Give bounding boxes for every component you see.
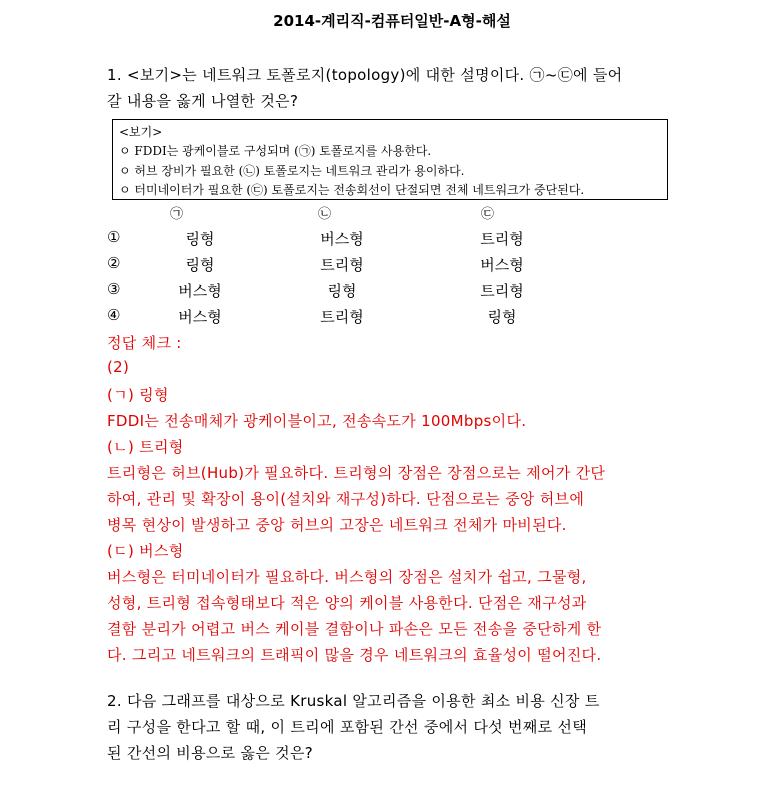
bogi-title: <보기> <box>119 125 163 139</box>
bogi-item-2: ㅇ 허브 장비가 필요한 (㉡) 토폴로지는 네트워크 관리가 용이하다. <box>119 164 465 178</box>
explanation-line-3: (ㄴ) 트리형 <box>107 438 184 456</box>
explanation-line-6: 병목 현상이 발생하고 중앙 허브의 고장은 네트워크 전체가 마비된다. <box>107 516 567 534</box>
option-a: 링형 <box>185 256 215 274</box>
option-a: 버스형 <box>178 282 222 300</box>
explanation-line-9: 성형, 트리형 접속형태보다 적은 양의 케이블 사용한다. 단점은 재구성과 <box>107 594 587 612</box>
option-b: 트리형 <box>320 308 364 326</box>
option-number: ④ <box>107 306 121 324</box>
option-a: 링형 <box>185 230 215 248</box>
option-c: 트리형 <box>480 230 524 248</box>
option-c: 트리형 <box>480 282 524 300</box>
option-number: ① <box>107 228 121 246</box>
option-b: 트리형 <box>320 256 364 274</box>
q2-stem-line-1: 2. 다음 그래프를 대상으로 Kruskal 알고리즘을 이용한 최소 비용 신장 트 <box>107 692 600 710</box>
option-row-3[interactable] <box>107 280 667 302</box>
col-header-b: ㉡ <box>318 207 332 222</box>
option-b: 링형 <box>327 282 357 300</box>
explanation-line-11: 다. 그리고 네트워크의 트래픽이 많을 경우 네트워크의 효율성이 떨어진다. <box>107 646 602 664</box>
q2-stem-line-2: 리 구성을 한다고 할 때, 이 트리에 포함된 간선 중에서 다섯 번째로 선택 <box>107 718 588 736</box>
explanation-line-5: 하여, 관리 및 확장이 용이(설치와 재구성)하다. 단점으로는 중앙 허브에 <box>107 490 585 508</box>
q2-stem-line-3: 된 간선의 비용으로 옳은 것은? <box>107 744 314 762</box>
option-number: ③ <box>107 280 121 298</box>
option-row-1[interactable] <box>107 228 667 250</box>
explanation-line-7: (ㄷ) 버스형 <box>107 542 184 560</box>
q1-stem-line-2: 갈 내용을 옳게 나열한 것은? <box>107 92 299 110</box>
explanation-line-8: 버스형은 터미네이터가 필요하다. 버스형의 장점은 설치가 쉽고, 그물형, <box>107 568 587 586</box>
page-title: 2014-계리직-컴퓨터일반-A형-해설 <box>273 12 511 30</box>
explanation-line-2: FDDI는 전송매체가 광케이블이고, 전송속도가 100Mbps이다. <box>107 412 527 430</box>
option-a: 버스형 <box>178 308 222 326</box>
explanation-line-4: 트리형은 허브(Hub)가 필요하다. 트리형의 장점은 장점으로는 제어가 간단 <box>107 464 606 482</box>
bogi-box <box>112 119 668 200</box>
option-c: 링형 <box>487 308 517 326</box>
option-number: ② <box>107 254 121 272</box>
q1-stem-line-1: 1. <보기>는 네트워크 토폴로지(topology)에 대한 설명이다. ㉠~㉢에 들어 <box>107 66 623 84</box>
col-header-c: ㉢ <box>481 207 495 222</box>
option-row-4[interactable] <box>107 306 667 328</box>
answer-check-label: 정답 체크 : <box>107 334 182 352</box>
option-row-2[interactable] <box>107 254 667 276</box>
answer-value: (2) <box>107 358 130 376</box>
explanation-line-10: 결함 분리가 어렵고 버스 케이블 결함이나 파손은 모든 전송을 중단하게 한 <box>107 620 602 638</box>
bogi-item-3: ㅇ 터미네이터가 필요한 (㉢) 토폴로지는 전송회선이 단절되면 전체 네트워크가 중단된다. <box>119 183 585 197</box>
option-c: 버스형 <box>480 256 524 274</box>
explanation-line-1: (ㄱ) 링형 <box>107 386 169 404</box>
option-b: 버스형 <box>320 230 364 248</box>
col-header-a: ㉠ <box>170 207 184 222</box>
bogi-item-1: ㅇ FDDI는 광케이블로 구성되며 (㉠) 토폴로지를 사용한다. <box>119 144 432 158</box>
